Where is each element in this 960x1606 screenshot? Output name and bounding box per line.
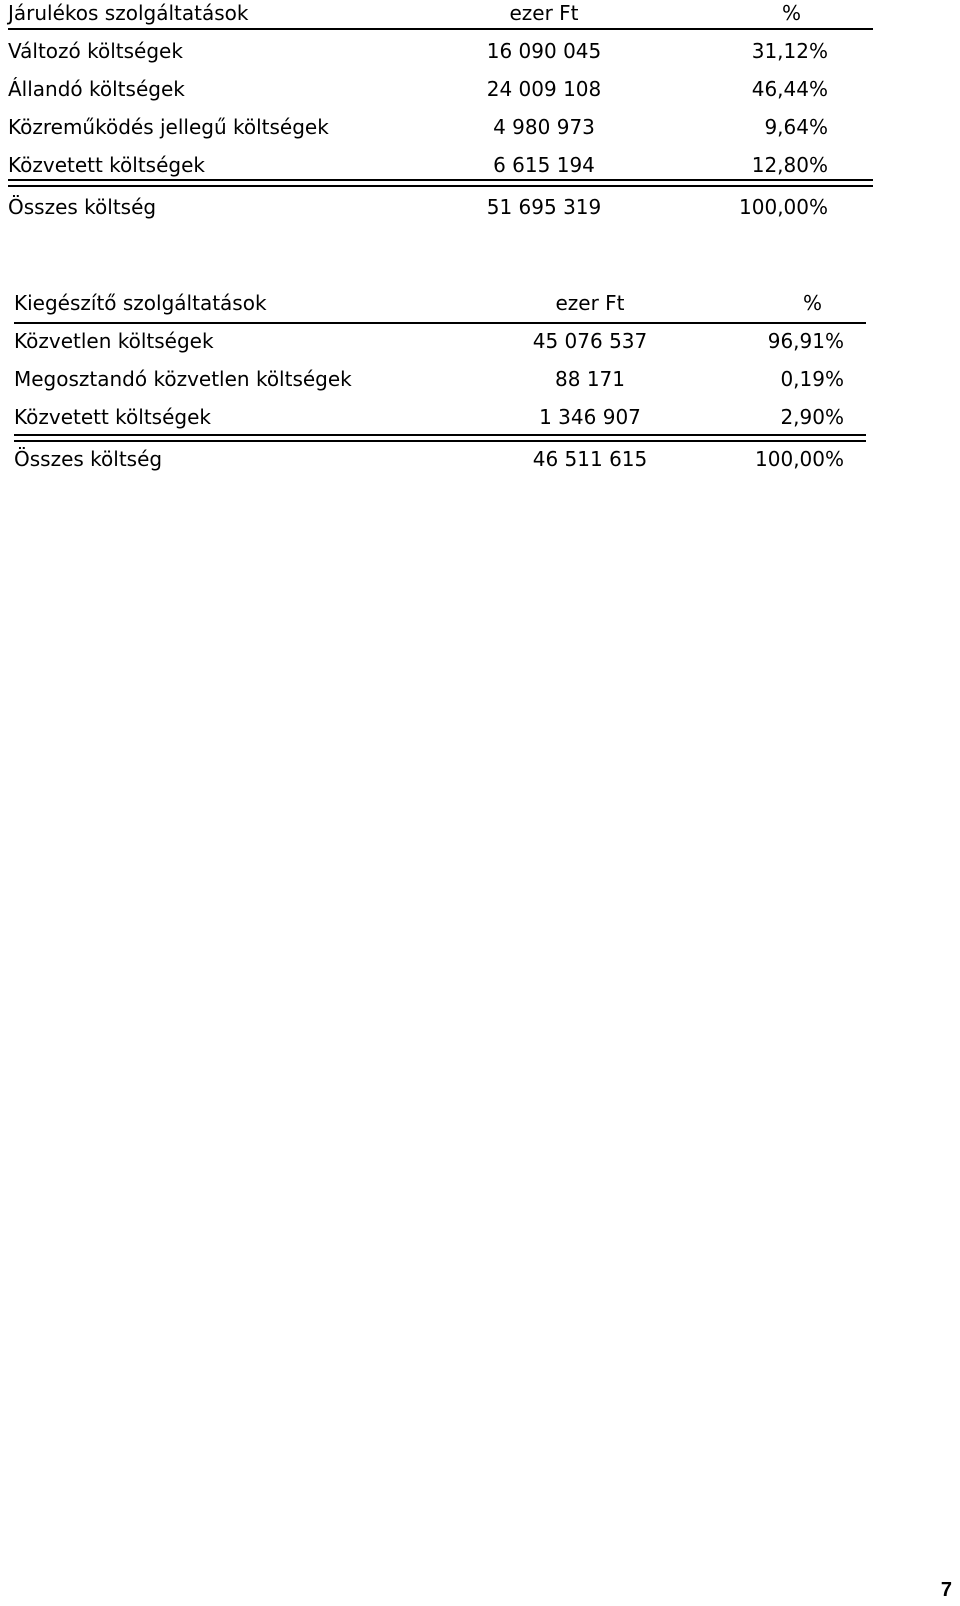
- table-row: [8, 70, 873, 108]
- header-value: ezer Ft: [509, 1, 579, 25]
- row-pct: 31,12%: [751, 39, 828, 63]
- page-number: 7: [940, 1579, 952, 1601]
- row-pct: 9,64%: [764, 115, 828, 139]
- row-value: 45 076 537: [532, 329, 648, 353]
- table-row: [14, 398, 866, 436]
- row-label: Állandó költségek: [8, 77, 185, 101]
- row-pct: 0,19%: [780, 367, 844, 391]
- total-row: [14, 440, 866, 478]
- header-label: Kiegészítő szolgáltatások: [14, 291, 267, 315]
- row-label: Változó költségek: [8, 39, 183, 63]
- row-label: Közvetett költségek: [14, 405, 211, 429]
- total-label: Összes költség: [8, 195, 157, 219]
- table-row: [8, 32, 873, 70]
- header-pct: %: [802, 291, 822, 315]
- total-pct: 100,00%: [755, 447, 844, 471]
- row-pct: 12,80%: [751, 153, 828, 177]
- header-divider: [8, 28, 873, 30]
- cost-table-jarulekos: [8, 0, 873, 226]
- table-row: [14, 360, 866, 398]
- row-value: 88 171: [555, 367, 625, 391]
- row-label: Megosztandó közvetlen költségek: [14, 367, 352, 391]
- row-label: Közvetett költségek: [8, 153, 205, 177]
- row-value: 1 346 907: [539, 405, 641, 429]
- row-pct: 46,44%: [751, 77, 828, 101]
- total-value: 46 511 615: [532, 447, 648, 471]
- header-value: ezer Ft: [555, 291, 625, 315]
- row-pct: 96,91%: [767, 329, 844, 353]
- row-value: 6 615 194: [493, 153, 595, 177]
- header-label: Járulékos szolgáltatások: [8, 1, 249, 25]
- total-label: Összes költség: [14, 447, 163, 471]
- row-pct: 2,90%: [780, 405, 844, 429]
- row-label: Közvetlen költségek: [14, 329, 214, 353]
- total-value: 51 695 319: [486, 195, 602, 219]
- table-row: [14, 322, 866, 360]
- total-divider: [8, 179, 873, 187]
- header-pct: %: [781, 1, 801, 25]
- row-value: 4 980 973: [493, 115, 595, 139]
- row-value: 16 090 045: [486, 39, 602, 63]
- total-row: [8, 188, 873, 226]
- row-label: Közreműködés jellegű költségek: [8, 115, 329, 139]
- row-value: 24 009 108: [486, 77, 602, 101]
- table-row: [8, 108, 873, 146]
- cost-table-kiegeszito: [14, 284, 866, 478]
- table-header-row: [14, 284, 866, 322]
- total-pct: 100,00%: [739, 195, 828, 219]
